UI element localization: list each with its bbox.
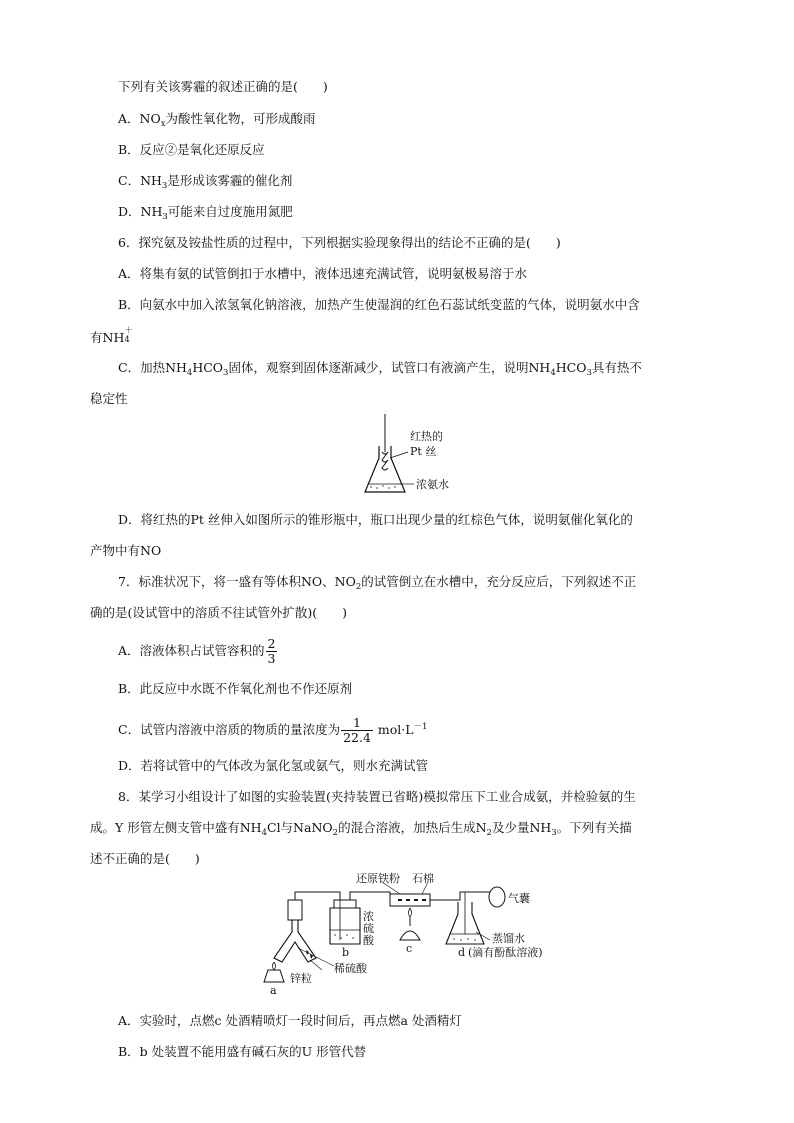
label-conc: 浓 [363,910,374,923]
fig-label-pt: Pt 丝 [410,445,437,458]
q6-c-c: 固体，观察到固体逐渐减少，试管口有液滴产生，说明NH [228,360,551,375]
flask-d-hatch [453,939,476,940]
y-tube-stopper [288,900,302,920]
q6-option-c-line1 [118,359,642,382]
apparatus-figure [250,870,580,1000]
y-tube [274,920,316,962]
q5-option-d [118,203,293,226]
q6-c-d: HCO [555,360,587,375]
q5-a-pre: A．NO [118,111,161,126]
balloon [489,887,505,907]
q6-c-sub1: 4 [186,368,193,378]
q7-c-text: C．试管内溶液中溶质的物质的量浓度为 [118,722,341,737]
tube-a-b [295,892,340,900]
q7-c-fraction [341,716,373,745]
q7-stem-b: 的试管倒立在水槽中，充分反应后，下列叙述不正 [361,574,637,589]
q6-option-d-line2: 产物中有NO [90,543,162,558]
q5-a-sub: x [160,119,166,129]
q8-s2-sub4: 3 [551,828,557,838]
q5-c-sub: 3 [161,181,168,191]
label-phenolphthalein: (滴有酚酞溶液) [468,946,543,959]
label-dilute-acid: 稀硫酸 [334,962,367,975]
label-distilled-water: 蒸馏水 [492,932,525,945]
q7-a-num: 2 [267,636,276,651]
q7-option-a [118,636,278,666]
bottle-b-neck [334,900,356,908]
q6-option-a: A．将集有氨的试管倒扣于水槽中，液体迅速充满试管，说明氨极易溶于水 [118,266,528,281]
q7-c-unit-sup: －1 [413,722,428,732]
q8-s2-sub2: 2 [332,828,339,838]
pointer-zinc [310,960,322,970]
q8-stem-line3: 述不正确的是( ) [90,851,200,866]
q7-stem-line1 [118,573,636,596]
q7-c-den: 22.4 [343,730,371,745]
q6-c-b: HCO [192,360,224,375]
q6-b-sup: ＋ [124,326,133,336]
q5-c-post: 是形成该雾霾的催化剂 [167,173,293,188]
pt-coil [382,452,388,470]
fig-label-ammonia: 浓氨水 [416,478,449,491]
label-a: a [270,984,277,997]
flame-a [273,962,276,970]
label-balloon: 气囊 [508,892,530,905]
q7-stem-sub: 2 [355,582,362,592]
fig-label-red-hot: 红热的 [410,430,443,443]
q5-option-c [118,172,292,195]
flask-outline [365,446,405,492]
q8-s2-sub3: 2 [486,828,492,838]
pointer-line-1 [390,452,408,458]
q7-c-unit: mol·L [373,722,414,737]
q6-c-e: 具有热不 [591,360,642,375]
q6-option-c-line2: 稳定性 [90,391,128,406]
q8-s2-e: 。下列有关描 [556,820,632,835]
q5-c-pre: C．NH [118,173,162,188]
q8-stem-line1: 8．某学习小组设计了如图的实验装置(夹持装置已省略)模拟常压下工业合成氨，并检验氨的生 [118,789,636,804]
q8-s2-b: Cl与NaNO [267,820,333,835]
label-asbestos: 石棉 [412,872,434,885]
q7-a-den: 3 [267,651,276,666]
label-zinc: 锌粒 [290,972,312,985]
q8-stem-line2 [90,819,632,842]
q6-b-sub: 4 [124,335,130,345]
label-acid: 酸 [363,934,374,947]
flask-pt-figure [360,412,470,502]
q6-option-b-line2 [90,328,132,347]
q7-stem-line2: 确的是(设试管中的溶质不往试管外扩散)( ) [90,605,348,620]
label-c: c [406,942,413,955]
q7-option-d: D．若将试管中的气体改为氯化氢或氨气，则水充满试管 [118,758,429,773]
label-sulf: 硫 [363,922,374,935]
lamp-a [264,970,284,982]
q6-option-d-line1: D．将红热的Pt 丝伸入如图所示的锥形瓶中，瓶口出现少量的红棕色气体，说明氨催化氧化的 [118,512,633,527]
q8-s2-c: 的混合溶液，加热后生成N [338,820,487,835]
q7-option-b: B．此反应中水既不作氧化剂也不作还原剂 [118,681,353,696]
q6-b-pre: 有NH [90,330,125,345]
bottle-b [330,908,360,944]
q6-c-sub4: 3 [586,368,592,378]
label-d: d [458,946,466,959]
q6-c-sub2: 3 [223,368,229,378]
pointer-water [476,932,490,940]
burner-c [400,931,420,940]
q5-a-post: 为酸性氧化物，可形成酸雨 [165,111,316,126]
question-intro: 下列有关该雾霾的叙述正确的是( ) [118,79,328,94]
q7-stem-a: 7．标准状况下，将一盛有等体积NO、NO [118,574,356,589]
q6-c-a: C．加热NH [118,360,187,375]
flame-c [409,908,412,917]
q8-s2-a: 成。Y 形管左侧支管中盛有NH [90,820,262,835]
q8-s2-sub1: 4 [261,828,267,838]
q8-option-b: B．b 处装置不能用盛有碱石灰的U 形管代替 [118,1044,367,1059]
tube-c-d [430,892,485,900]
pointer-dilute [298,948,334,966]
q6-stem: 6．探究氨及铵盐性质的过程中，下列根据实验现象得出的结论不正确的是( ) [118,235,561,250]
label-b: b [342,946,350,959]
tube-b-c [350,892,390,900]
q5-option-b: B．反应②是氧化还原反应 [118,142,265,157]
q8-option-a: A．实验时，点燃c 处酒精喷灯一段时间后，再点燃a 处酒精灯 [118,1013,462,1028]
bottle-b-hatch [334,935,354,938]
q5-d-sub: 3 [162,212,168,222]
flask-pt-svg [360,412,470,502]
q5-d-pre: D．NH [118,204,163,219]
q6-option-b-line1: B．向氨水中加入浓氢氧化钠溶液，加热产生使湿润的红色石蕊试纸变蓝的气体，说明氨水中含 [118,297,640,312]
q7-a-text: A．溶液体积占试管容积的 [118,643,265,658]
q8-s2-d: 及少量NH [491,820,552,835]
q5-option-a [118,110,316,133]
q6-c-sub3: 4 [550,368,556,378]
q7-c-num: 1 [341,716,373,731]
q5-d-post: 可能来自过度施用氮肥 [167,204,293,219]
q7-a-fraction [266,637,278,666]
liquid-hatch [370,486,396,488]
label-iron-powder: 还原铁粉 [356,872,400,885]
q7-option-c [118,712,427,745]
apparatus-svg [250,870,580,1000]
